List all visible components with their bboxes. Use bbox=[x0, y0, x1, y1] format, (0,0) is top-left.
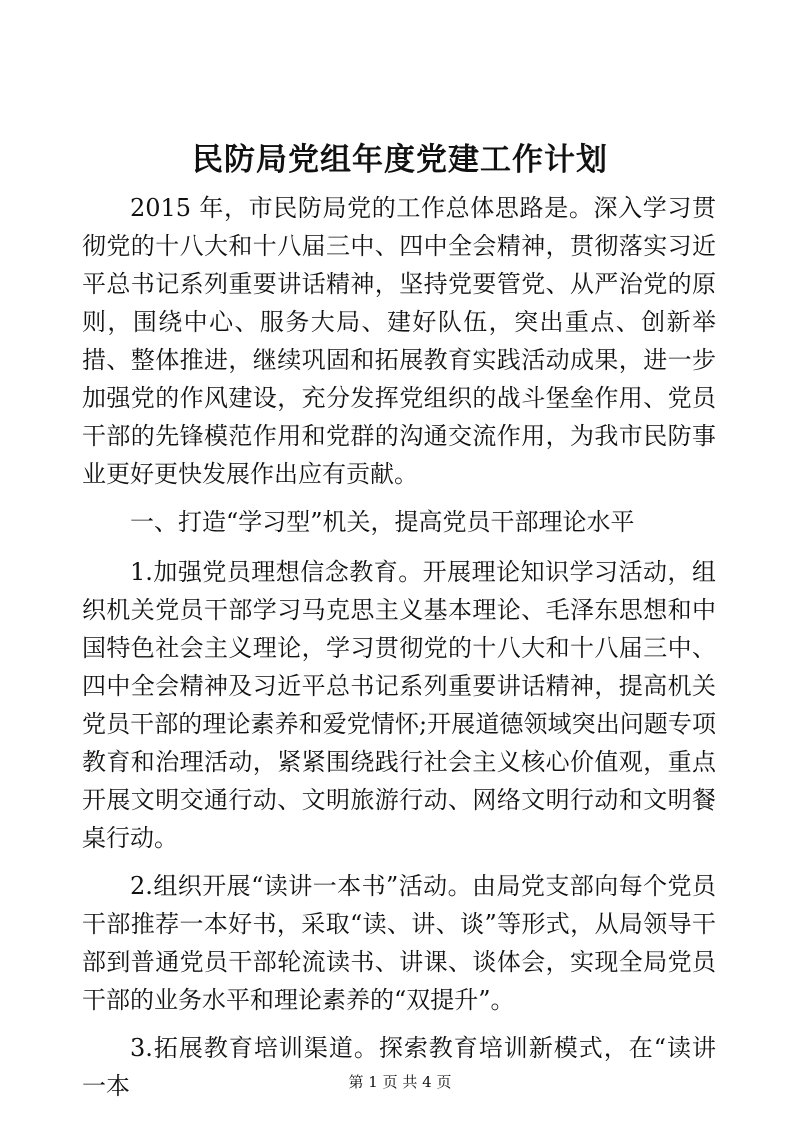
paragraph-intro: 2015 年，市民防局党的工作总体思路是。深入学习贯彻党的十八大和十八届三中、四中全会精神，贯彻落实习近平总书记系列重要讲话精神，坚持党要管党、从严治党的原则，围绕中心、服务大局、建好队伍，突出重点、创新举措、整体推进，继续巩固和拓展教育实践活动成果，进一步加强党的作风建设，充分发挥党组织的战斗堡垒作用、党员干部的先锋模范作用和党群的沟通交流作用，为我市民防事业更好更快发展作出应有贡献。 bbox=[82, 194, 716, 488]
document-body bbox=[82, 189, 716, 1115]
page-footer: 第 1 页 共 4 页 bbox=[348, 1073, 452, 1091]
document-title: 民防局党组年度党建工作计划 bbox=[192, 142, 608, 178]
paragraph-item-3: 3.拓展教育培训渠道。探索教育培训新模式，在“读讲一本 bbox=[82, 1034, 716, 1100]
paragraph-item-2: 2.组织开展“读讲一本书”活动。由局党支部向每个党员干部推荐一本好书，采取“读、讲、谈”等形式，从局领导干部到普通党员干部轮流读书、讲课、谈体会，实现全局党员干部的业务水平和理论素养的“双提升”。 bbox=[82, 872, 716, 1014]
paragraph-item-1: 1.加强党员理想信念教育。开展理论知识学习活动，组织机关党员干部学习马克思主义基本理论、毛泽东思想和中国特色社会主义理论，学习贯彻党的十八大和十八届三中、四中全会精神及习近平总书记系列重要讲话精神，提高机关党员干部的理论素养和爱党情怀;开展道德领域突出问题专项教育和治理活动，紧紧围绕践行社会主义核心价值观，重点开展文明交通行动、文明旅游行动、网络文明行动和文明餐桌行动。 bbox=[82, 558, 716, 852]
section-heading-1: 一、打造“学习型”机关，提高党员干部理论水平 bbox=[130, 508, 635, 536]
